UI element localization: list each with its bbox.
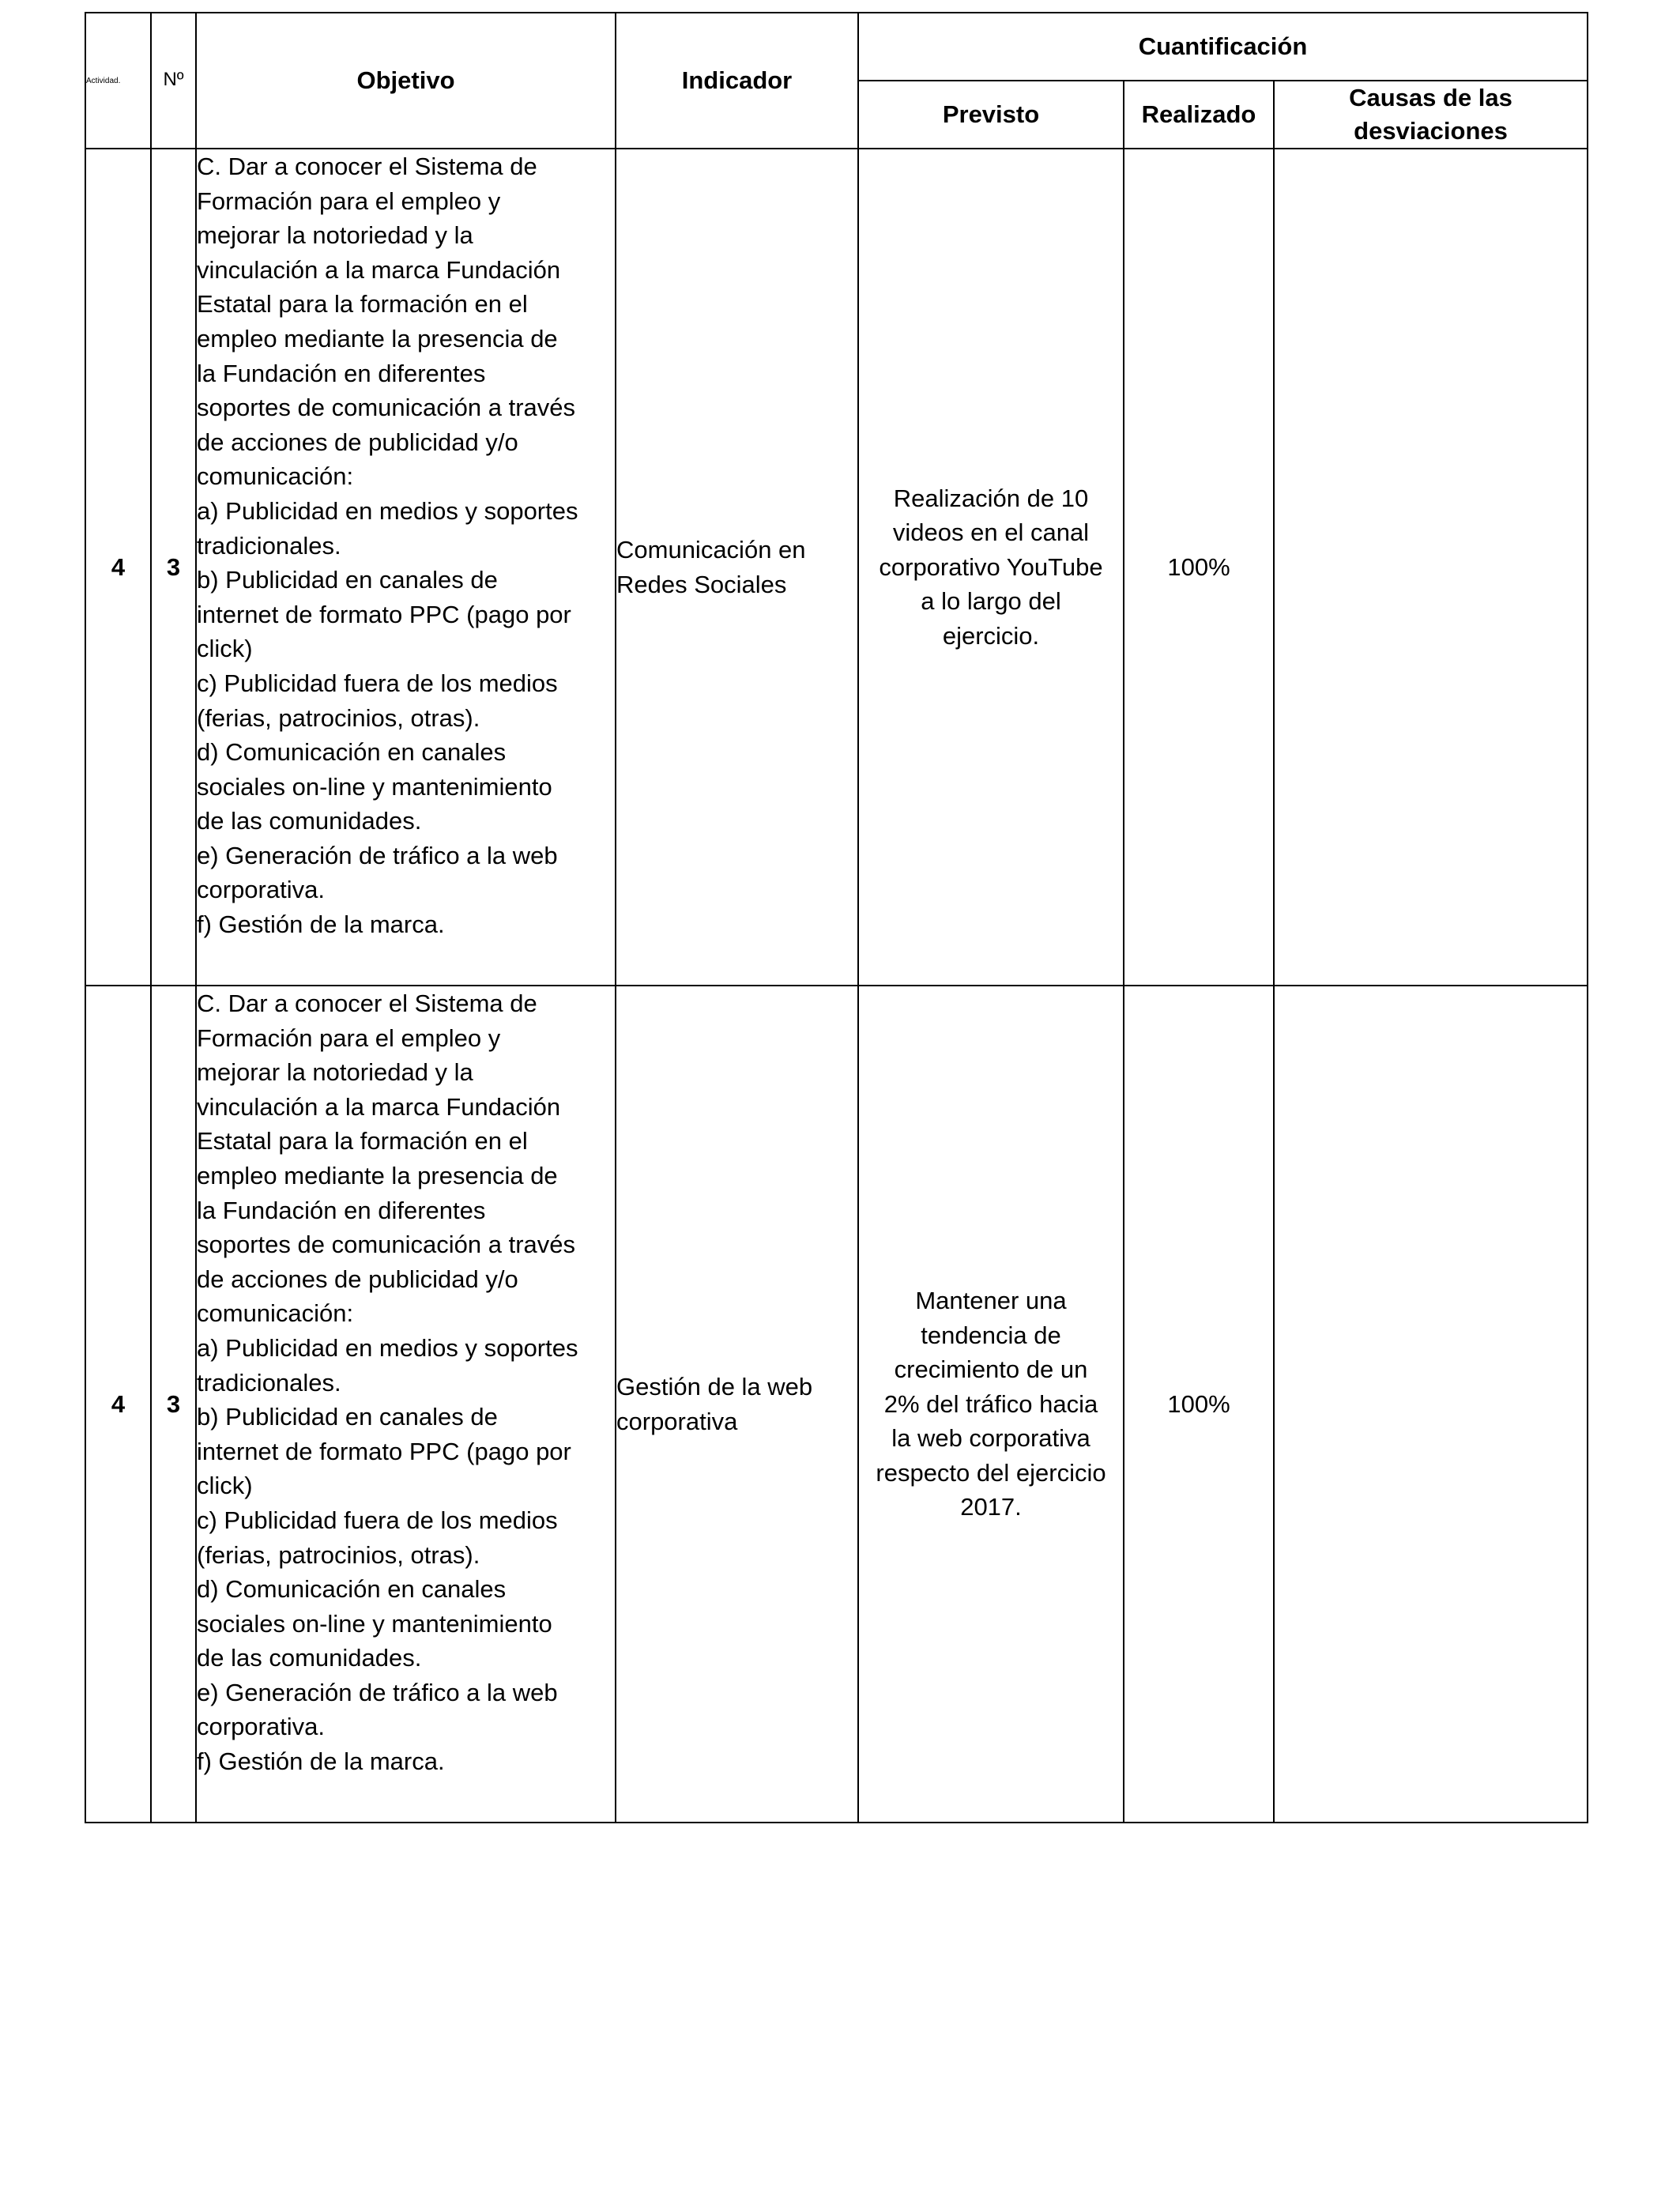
- header-indicador: Indicador: [616, 13, 858, 149]
- objetivo-line: soportes de comunicación a través: [197, 1231, 576, 1259]
- table-row: [85, 986, 1588, 1823]
- objetivo-line: e) Generación de tráfico a la web: [197, 1678, 558, 1706]
- objetivo-line: mejorar la notoriedad y la: [197, 221, 473, 250]
- previsto-line: respecto del ejercicio: [876, 1458, 1106, 1487]
- indicador-cell: [616, 149, 858, 986]
- objetivo-line: Formación para el empleo y: [197, 1023, 501, 1052]
- indicador-line: corporativa: [616, 1407, 738, 1435]
- previsto-line: Realización de 10: [893, 484, 1089, 512]
- objetivo-line: Estatal para la formación en el: [197, 1127, 528, 1155]
- header-previsto: Previsto: [858, 81, 1124, 149]
- header-actividad: Actividad.: [85, 13, 151, 149]
- objetivo-line: corporativa.: [197, 1713, 325, 1741]
- objetivo-line: comunicación:: [197, 462, 354, 491]
- objetivo-cell: [196, 986, 616, 1823]
- objetivo-line: mejorar la notoriedad y la: [197, 1058, 473, 1087]
- objetivo-line: tradicionales.: [197, 1368, 341, 1397]
- header-causas-line2: desviaciones: [1354, 117, 1508, 145]
- table-body: [85, 149, 1588, 1823]
- actividad-cell: 4: [85, 149, 151, 986]
- header-cuantificacion: Cuantificación: [858, 13, 1588, 81]
- objetivo-line: b) Publicidad en canales de: [197, 566, 498, 594]
- causas-cell: [1274, 149, 1588, 986]
- objetivo-line: a) Publicidad en medios y soportes: [197, 496, 578, 525]
- objetivo-line: (ferias, patrocinios, otras).: [197, 1540, 480, 1569]
- previsto-line: tendencia de: [921, 1321, 1061, 1349]
- header-causas: [1274, 81, 1588, 149]
- indicador-line: Redes Sociales: [616, 570, 787, 598]
- previsto-line: la web corporativa: [891, 1424, 1090, 1453]
- numero-cell: 3: [151, 149, 196, 986]
- objetivo-line: vinculación a la marca Fundación: [197, 255, 561, 284]
- objetivo-line: d) Comunicación en canales: [197, 1575, 507, 1604]
- objetivo-line: empleo mediante la presencia de: [197, 1161, 558, 1189]
- objetivo-line: empleo mediante la presencia de: [197, 324, 558, 352]
- header-causas-line1: Causas de las: [1349, 84, 1512, 111]
- actividad-cell: 4: [85, 986, 151, 1823]
- previsto-line: 2017.: [960, 1493, 1022, 1521]
- objetivo-line: soportes de comunicación a través: [197, 394, 576, 422]
- objetivo-line: vinculación a la marca Fundación: [197, 1092, 561, 1121]
- objetivo-line: b) Publicidad en canales de: [197, 1403, 498, 1431]
- previsto-line: videos en el canal: [892, 518, 1090, 547]
- objetivo-line: f) Gestión de la marca.: [197, 1747, 445, 1776]
- numero-cell: 3: [151, 986, 196, 1823]
- objetivo-line: f) Gestión de la marca.: [197, 910, 445, 939]
- previsto-line: 2% del tráfico hacia: [883, 1389, 1098, 1418]
- objetivo-line: click): [197, 1472, 253, 1500]
- indicador-line: Comunicación en: [616, 535, 806, 564]
- objetivo-line: sociales on-line y mantenimiento: [197, 772, 552, 801]
- header-numero: Nº: [151, 13, 196, 149]
- objetivo-line: C. Dar a conocer el Sistema de: [197, 990, 537, 1017]
- objetivo-line: (ferias, patrocinios, otras).: [197, 703, 480, 732]
- indicador-line: Gestión de la web: [616, 1372, 813, 1400]
- header-objetivo: Objetivo: [196, 13, 616, 149]
- objetivo-line: a) Publicidad en medios y soportes: [197, 1333, 578, 1362]
- previsto-line: corporativo YouTube: [879, 552, 1103, 581]
- objetivo-line: Formación para el empleo y: [197, 187, 501, 215]
- objetivo-cell: [196, 149, 616, 986]
- causas-cell: [1274, 986, 1588, 1823]
- indicador-cell: [616, 986, 858, 1823]
- previsto-cell: [858, 986, 1124, 1823]
- table-row: [85, 149, 1588, 986]
- objetivo-line: click): [197, 635, 253, 663]
- objetivo-line: c) Publicidad fuera de los medios: [197, 1506, 558, 1534]
- objetivo-line: internet de formato PPC (pago por: [197, 1437, 571, 1465]
- objetivo-line: corporativa.: [197, 876, 325, 904]
- objetivo-line: tradicionales.: [197, 531, 341, 560]
- objetivo-line: de las comunidades.: [197, 1644, 422, 1672]
- previsto-line: Mantener una: [915, 1286, 1067, 1314]
- objetivo-line: c) Publicidad fuera de los medios: [197, 669, 558, 697]
- objetivo-line: C. Dar a conocer el Sistema de: [197, 153, 537, 180]
- objectives-table: [85, 12, 1588, 1823]
- objetivo-line: Estatal para la formación en el: [197, 290, 528, 319]
- header-realizado: Realizado: [1124, 81, 1274, 149]
- objetivo-line: la Fundación en diferentes: [197, 359, 486, 387]
- objetivo-line: d) Comunicación en canales: [197, 738, 507, 767]
- previsto-cell: [858, 149, 1124, 986]
- previsto-line: a lo largo del: [921, 587, 1061, 616]
- objetivo-line: e) Generación de tráfico a la web: [197, 841, 558, 869]
- objetivo-line: internet de formato PPC (pago por: [197, 600, 571, 628]
- previsto-line: crecimiento de un: [894, 1355, 1088, 1384]
- realizado-cell: 100%: [1124, 986, 1274, 1823]
- objetivo-line: sociales on-line y mantenimiento: [197, 1609, 552, 1638]
- objetivo-line: comunicación:: [197, 1299, 354, 1328]
- previsto-line: ejercicio.: [942, 621, 1040, 650]
- objetivo-line: de las comunidades.: [197, 807, 422, 835]
- objetivo-line: de acciones de publicidad y/o: [197, 428, 518, 456]
- objetivo-line: de acciones de publicidad y/o: [197, 1265, 518, 1293]
- realizado-cell: 100%: [1124, 149, 1274, 986]
- objetivo-line: la Fundación en diferentes: [197, 1196, 486, 1224]
